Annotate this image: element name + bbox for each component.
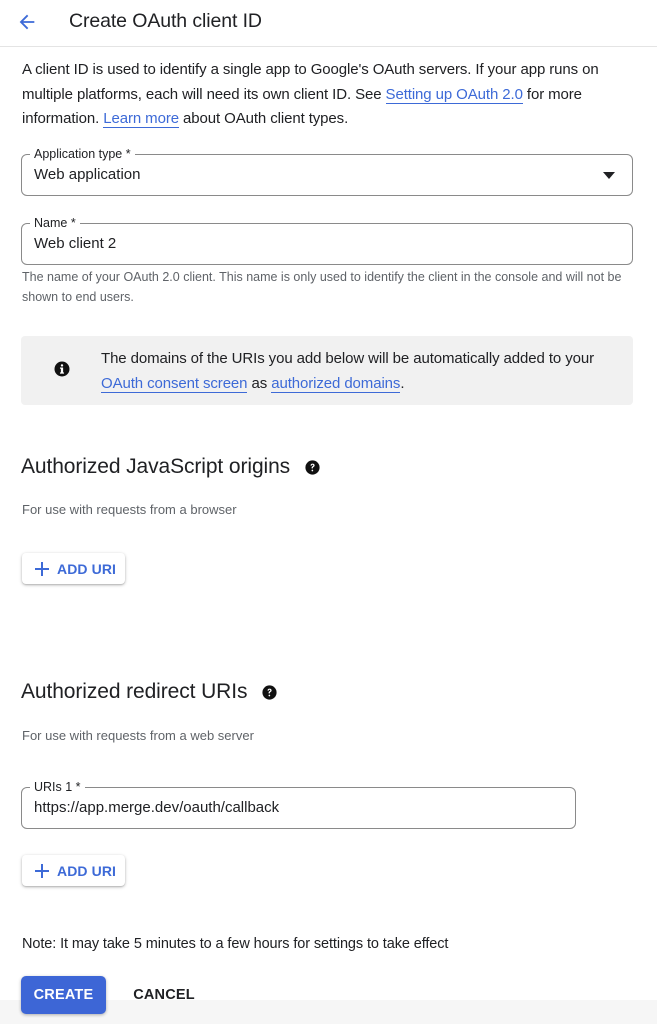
application-type-label: Application type * (30, 146, 135, 162)
intro-text: for more information. (22, 85, 582, 127)
application-type-select[interactable] (21, 147, 633, 196)
info-text-part: The domains of the URIs you add below will be automatically added to your (101, 350, 594, 367)
application-type-value: Web application (34, 166, 141, 183)
info-icon (53, 360, 71, 378)
arrow-back-icon (16, 11, 38, 33)
setting-up-oauth-link[interactable]: Setting up OAuth 2.0 (385, 85, 523, 103)
intro-text: about OAuth client types. (178, 110, 349, 127)
info-text-part: . (400, 374, 405, 392)
intro-description (22, 58, 647, 132)
oauth-consent-screen-link[interactable]: OAuth consent screen (101, 374, 248, 392)
name-label: Name * (30, 215, 80, 231)
redirect-uri-label: URIs 1 * (30, 779, 85, 795)
page-header (0, 0, 657, 47)
add-uri-label: ADD URI (57, 560, 117, 577)
help-icon[interactable] (304, 459, 321, 476)
redirect-uri-input-1[interactable] (21, 780, 576, 829)
authorized-domains-link[interactable]: authorized domains (271, 374, 401, 392)
back-button[interactable] (14, 9, 40, 35)
intro-text: A client ID is used to identify a single app to Google's OAuth servers. If your app runs on multiple platforms, each will need its own client ID. See (22, 61, 599, 103)
redirect-uris-section-title (21, 680, 278, 704)
learn-more-link[interactable]: Learn more (103, 110, 179, 127)
redirect-uris-subtitle: For use with requests from a web server (22, 728, 254, 743)
plus-icon (35, 864, 49, 878)
settings-note: Note: It may take 5 minutes to a few hours for settings to take effect (22, 936, 449, 952)
info-text (101, 347, 621, 396)
name-field[interactable] (21, 216, 633, 265)
info-text-part: as (247, 374, 272, 392)
add-redirect-uri-button[interactable] (22, 855, 125, 886)
cancel-button[interactable]: CANCEL (133, 987, 195, 1003)
redirect-uri-value: https://app.merge.dev/oauth/callback (34, 799, 280, 816)
add-js-origin-uri-button[interactable] (22, 553, 125, 584)
add-uri-label: ADD URI (57, 862, 117, 879)
js-origins-section-title (21, 455, 321, 479)
js-origins-title: Authorized JavaScript origins (21, 455, 291, 478)
name-value: Web client 2 (34, 235, 117, 252)
js-origins-subtitle: For use with requests from a browser (22, 502, 237, 517)
dropdown-arrow-icon (603, 172, 615, 179)
redirect-uris-title: Authorized redirect URIs (21, 680, 248, 703)
create-button[interactable]: CREATE (21, 976, 106, 1014)
page-title: Create OAuth client ID (69, 10, 262, 32)
help-icon[interactable] (261, 684, 278, 701)
name-hint: The name of your OAuth 2.0 client. This name is only used to identify the client in the console and will not be shown to end users. (22, 270, 622, 304)
plus-icon (35, 562, 49, 576)
info-box (21, 336, 633, 405)
